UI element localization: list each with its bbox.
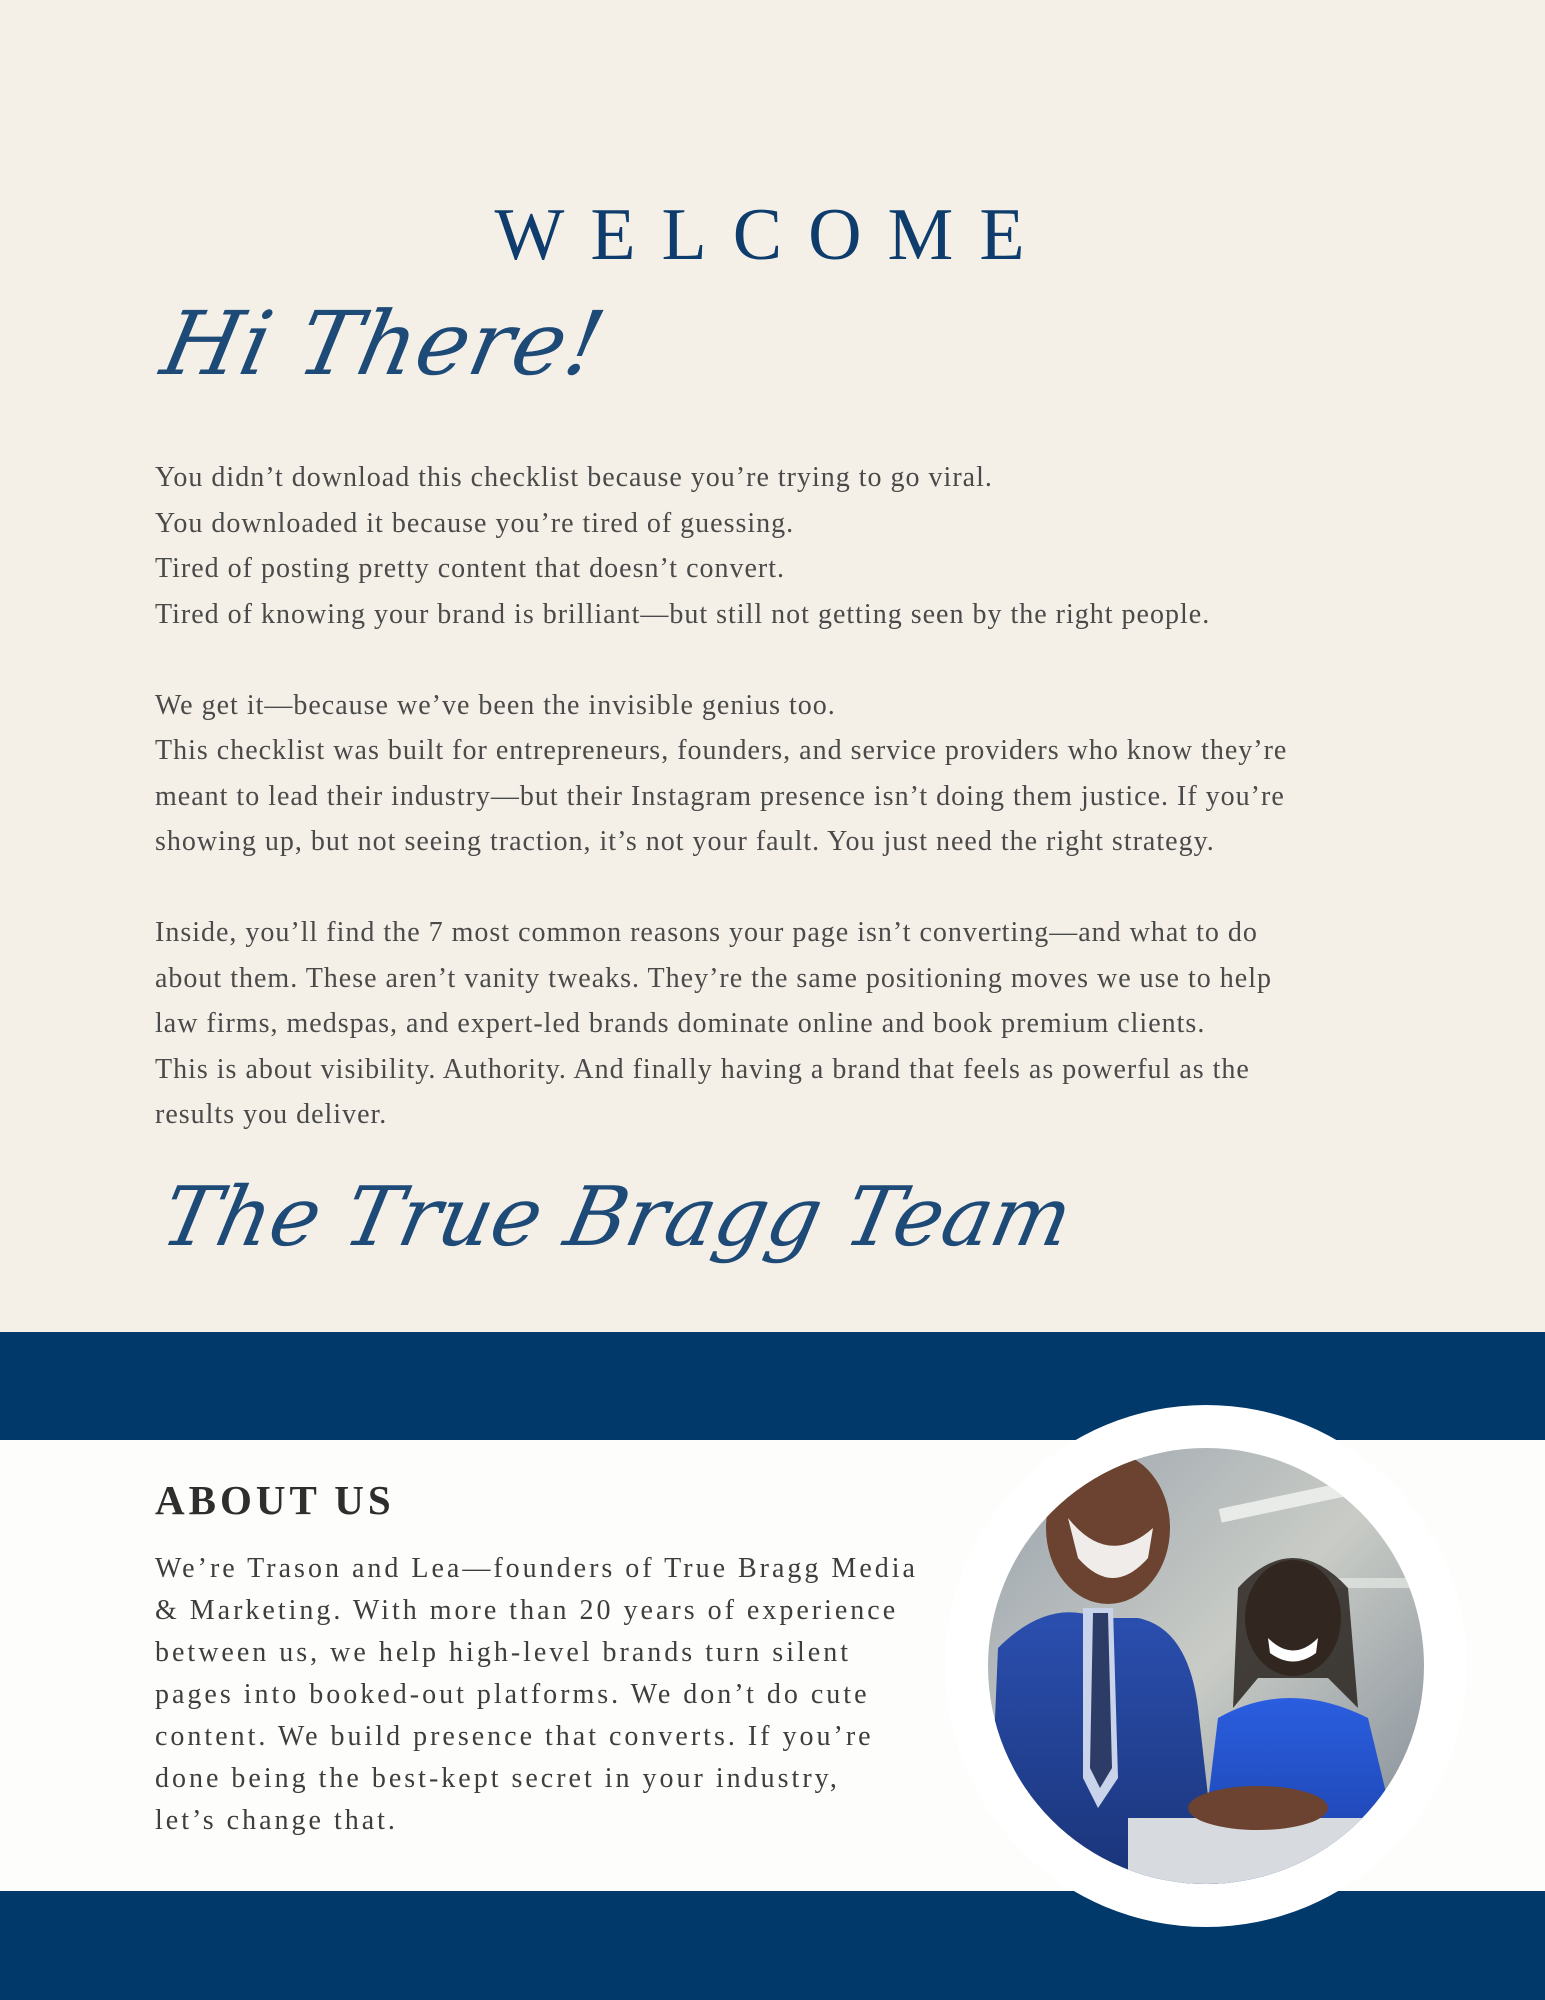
navy-band-top (0, 1332, 1545, 1440)
about-line: & Marketing. With more than 20 years of experience (155, 1595, 899, 1626)
team-signature: The True Bragg Team (153, 1170, 1081, 1265)
intro-line: law firms, medspas, and expert-led brands dominate online and book premium clients. (155, 1008, 1206, 1039)
about-line: let’s change that. (155, 1805, 398, 1836)
intro-line: Tired of posting pretty content that doesn’t convert. (155, 553, 786, 584)
intro-line: This checklist was built for entrepreneurs, founders, and service providers who know they’re (155, 735, 1288, 766)
about-heading: ABOUT US (155, 1477, 395, 1523)
intro-paragraph-2 (155, 683, 1395, 865)
about-body (155, 1548, 955, 1842)
intro-line: showing up, but not seeing traction, it’s not your fault. You just need the right strategy. (155, 826, 1215, 857)
intro-line: You downloaded it because you’re tired of guessing. (155, 507, 795, 539)
intro-line: meant to lead their industry—but their Instagram presence isn’t doing them justice. If you’re (155, 780, 1285, 812)
intro-line: about them. These aren’t vanity tweaks. They’re the same positioning moves we use to help (155, 962, 1272, 994)
intro-body (155, 455, 1395, 1183)
founders-photo (988, 1448, 1424, 1884)
intro-line: results you deliver. (155, 1099, 388, 1130)
intro-line: Tired of knowing your brand is brilliant—but still not getting seen by the right people. (155, 598, 1211, 630)
navy-band-bottom (0, 1891, 1545, 2000)
welcome-title: WELCOME (494, 194, 1051, 276)
intro-paragraph-1 (155, 455, 1395, 637)
about-line: pages into booked-out platforms. We don’t do cute (155, 1679, 870, 1710)
about-line: content. We build presence that converts. If you’re (155, 1721, 874, 1752)
intro-line: Inside, you’ll find the 7 most common reasons your page isn’t converting—and what to do (155, 917, 1258, 948)
intro-line: We get it—because we’ve been the invisible genius too. (155, 689, 836, 721)
about-line: done being the best-kept secret in your industry, (155, 1763, 840, 1794)
about-line: We’re Trason and Lea—founders of True Bragg Media (155, 1553, 918, 1584)
intro-line: You didn’t download this checklist because you’re trying to go viral. (155, 462, 993, 493)
about-line: between us, we help high-level brands turn silent (155, 1637, 851, 1668)
intro-line: This is about visibility. Authority. And finally having a brand that feels as powerful as the (155, 1053, 1250, 1085)
greeting-heading: Hi There! (153, 292, 615, 395)
intro-paragraph-3 (155, 910, 1395, 1138)
